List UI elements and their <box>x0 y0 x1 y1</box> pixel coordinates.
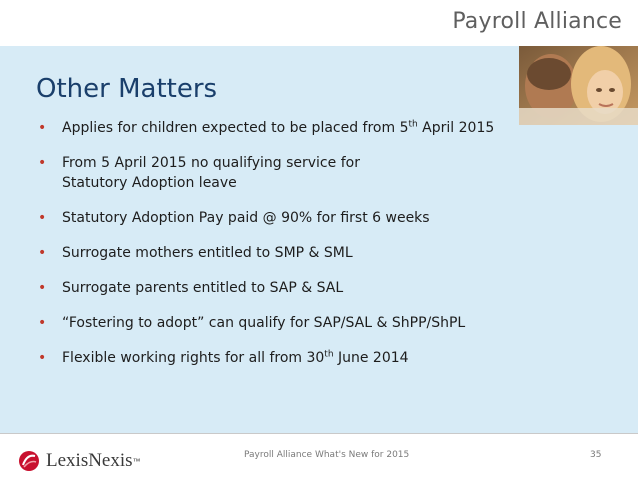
logo-text: LexisNexis <box>46 450 133 471</box>
bullet-text: “Fostering to adopt” can qualify for SAP/SAL & ShPP/ShPL <box>62 315 466 331</box>
bullet-item <box>38 153 518 193</box>
bullet-text: Surrogate mothers entitled to SMP & SML <box>62 245 353 261</box>
bullet-list <box>38 118 518 383</box>
bullet-marker: • <box>38 350 47 366</box>
slide-title: Other Matters <box>36 74 218 104</box>
bullet-text: From 5 April 2015 no qualifying service for <box>62 155 360 171</box>
family-photo <box>519 46 638 125</box>
lexisnexis-emblem-icon <box>18 450 40 472</box>
bullet-item <box>38 313 518 333</box>
trademark-mark: ™ <box>132 456 141 466</box>
bullet-text: June 2014 <box>333 350 409 366</box>
bullet-item <box>38 118 518 138</box>
bullet-item <box>38 348 518 368</box>
bullet-text: Applies for children expected to be placed from 5 <box>62 120 409 136</box>
bullet-item <box>38 278 518 298</box>
top-band <box>0 0 638 46</box>
bullet-marker: • <box>38 280 47 296</box>
bullet-marker: • <box>38 120 47 136</box>
bullet-text: Flexible working rights for all from 30 <box>62 350 325 366</box>
footer-divider <box>0 433 638 434</box>
bullet-marker: • <box>38 210 47 226</box>
bullet-marker: • <box>38 155 47 171</box>
family-photo-image <box>519 46 638 125</box>
ordinal-suffix: th <box>408 119 418 130</box>
bullet-text: April 2015 <box>417 120 495 136</box>
bullet-marker: • <box>38 315 47 331</box>
bullet-text: Statutory Adoption leave <box>62 175 237 191</box>
footer-caption: Payroll Alliance What's New for 2015 <box>244 450 410 460</box>
bullet-marker: • <box>38 245 47 261</box>
bullet-item <box>38 208 518 228</box>
bullet-text: Surrogate parents entitled to SAP & SAL <box>62 280 344 296</box>
bullet-item <box>38 243 518 263</box>
bullet-text: Statutory Adoption Pay paid @ 90% for first 6 weeks <box>62 210 430 226</box>
ordinal-suffix: th <box>324 349 334 360</box>
brand-name: Payroll Alliance <box>452 9 622 34</box>
lexisnexis-logo <box>18 449 141 473</box>
page-number: 35 <box>590 450 602 460</box>
